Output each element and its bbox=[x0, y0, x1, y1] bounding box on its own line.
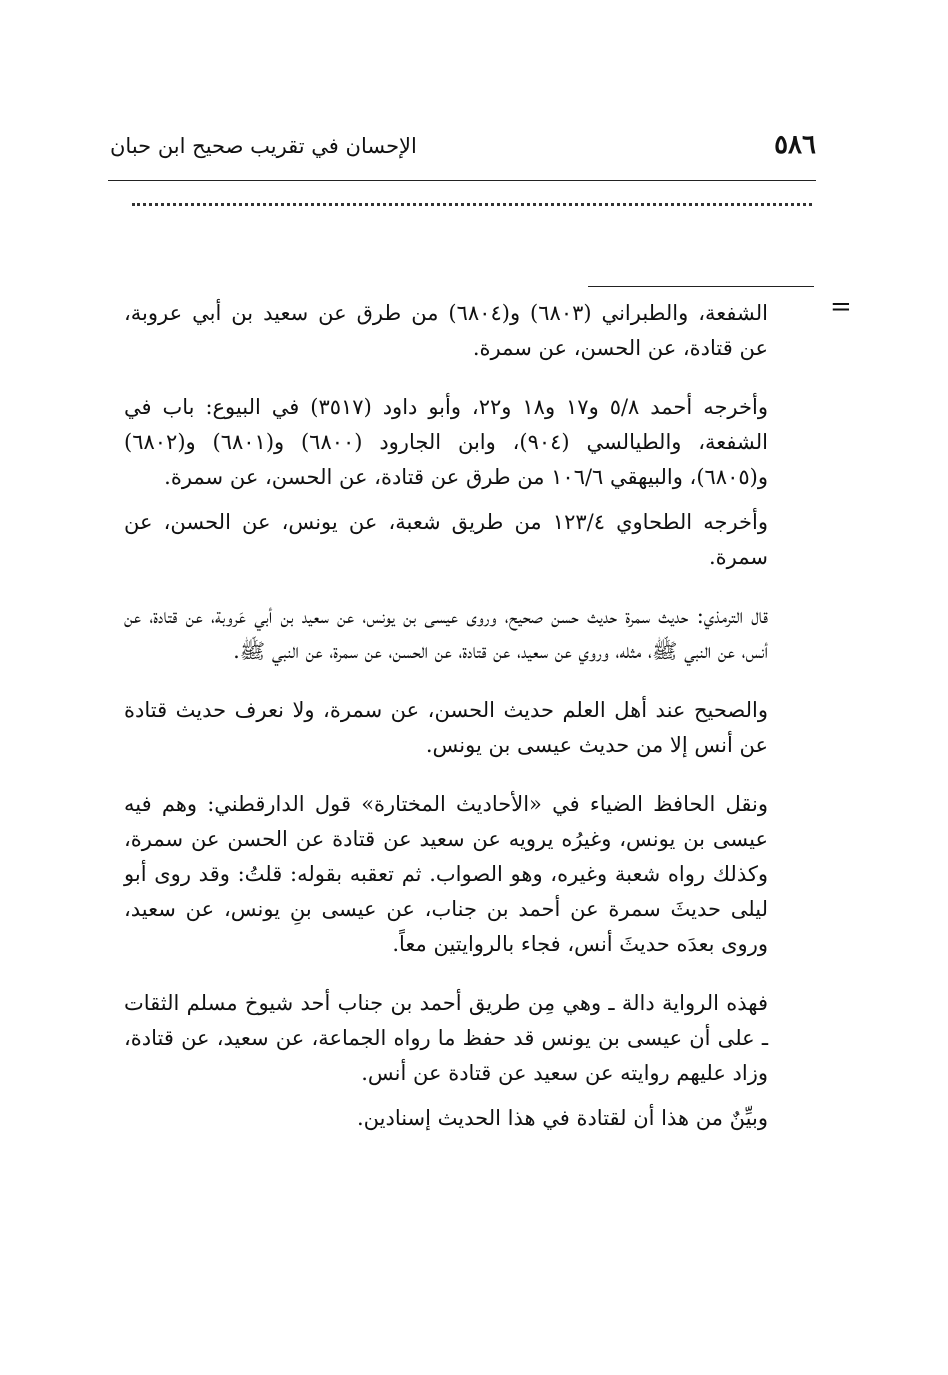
paragraph: قال الترمذي: حديث سمرة حديث حسن صحيح، وروى عيسى بن يونس، عن سعيد بن أبي عَروبة، عن قتادة، عن أنس، عن النبي ﷺ، مثله، وروي عن سعيد، عن قتادة، عن الحسن، عن سمرة، عن النبي ﷺ. bbox=[124, 604, 768, 663]
page-header bbox=[110, 130, 816, 170]
header-divider bbox=[108, 180, 816, 181]
paragraph: فهذه الرواية دالة ـ وهي مِن طريق أحمد بن جناب أحد شيوخ مسلم الثقات ـ على أن عيسى بن يونس قد حفظ ما رواه الجماعة، عن سعيد، عن قتادة، وزاد عليهم روايته عن سعيد عن قتادة عن أنس. bbox=[124, 991, 768, 1085]
footnote-divider bbox=[588, 286, 814, 287]
continuation-mark: = bbox=[830, 292, 852, 322]
page-number: ٥٨٦ bbox=[774, 130, 816, 160]
paragraph: والصحيح عند أهل العلم حديث الحسن، عن سمرة، ولا نعرف حديث قتادة عن أنس إلا من حديث عيسى بن يونس. bbox=[124, 698, 768, 757]
paragraph: وأخرجه أحمد ٥/٨ و١٧ و١٨ و٢٢، وأبو داود (٣٥١٧) في البيوع: باب في الشفعة، والطيالسي (٩٠٤)، وابن الجارود (٦٨٠٠) و(٦٨٠١) و(٦٨٠٢) و(٦٨٠٥)، والبيهقي ١٠٦/٦ من طرق عن قتادة، عن الحسن، عن سمرة. bbox=[124, 395, 768, 489]
paragraph: وبيِّنٌ من هذا أن لقتادة في هذا الحديث إسنادين. bbox=[356, 1106, 768, 1130]
paragraph: وأخرجه الطحاوي ١٢٣/٤ من طريق شعبة، عن يونس، عن الحسن، عن سمرة. bbox=[124, 510, 768, 569]
footnote-body bbox=[124, 296, 768, 1160]
paragraph: الشفعة، والطبراني (٦٨٠٣) و(٦٨٠٤) من طرق عن سعيد بن أبي عروبة، عن قتادة، عن الحسن، عن سمرة. bbox=[124, 301, 769, 360]
book-title: الإحسان في تقريب صحيح ابن حبان bbox=[110, 134, 417, 158]
dotted-divider bbox=[132, 203, 812, 206]
paragraph: ونقل الحافظ الضياء في «الأحاديث المختارة» قول الدارقطني: وهم فيه عيسى بن يونس، وغيرُه يرويه عن سعيد عن قتادة عن الحسن عن سمرة، وكذلك رواه شعبة وغيره، وهو الصواب. ثم تعقبه بقوله: قلتُ: وقد روى أبو ليلى حديثَ سمرة عن أحمد بن جناب، عن عيسى بنِ يونس، عن سعيد، وروى بعدَه حديثَ أنس، فجاء بالروايتين معاً. bbox=[124, 792, 768, 956]
